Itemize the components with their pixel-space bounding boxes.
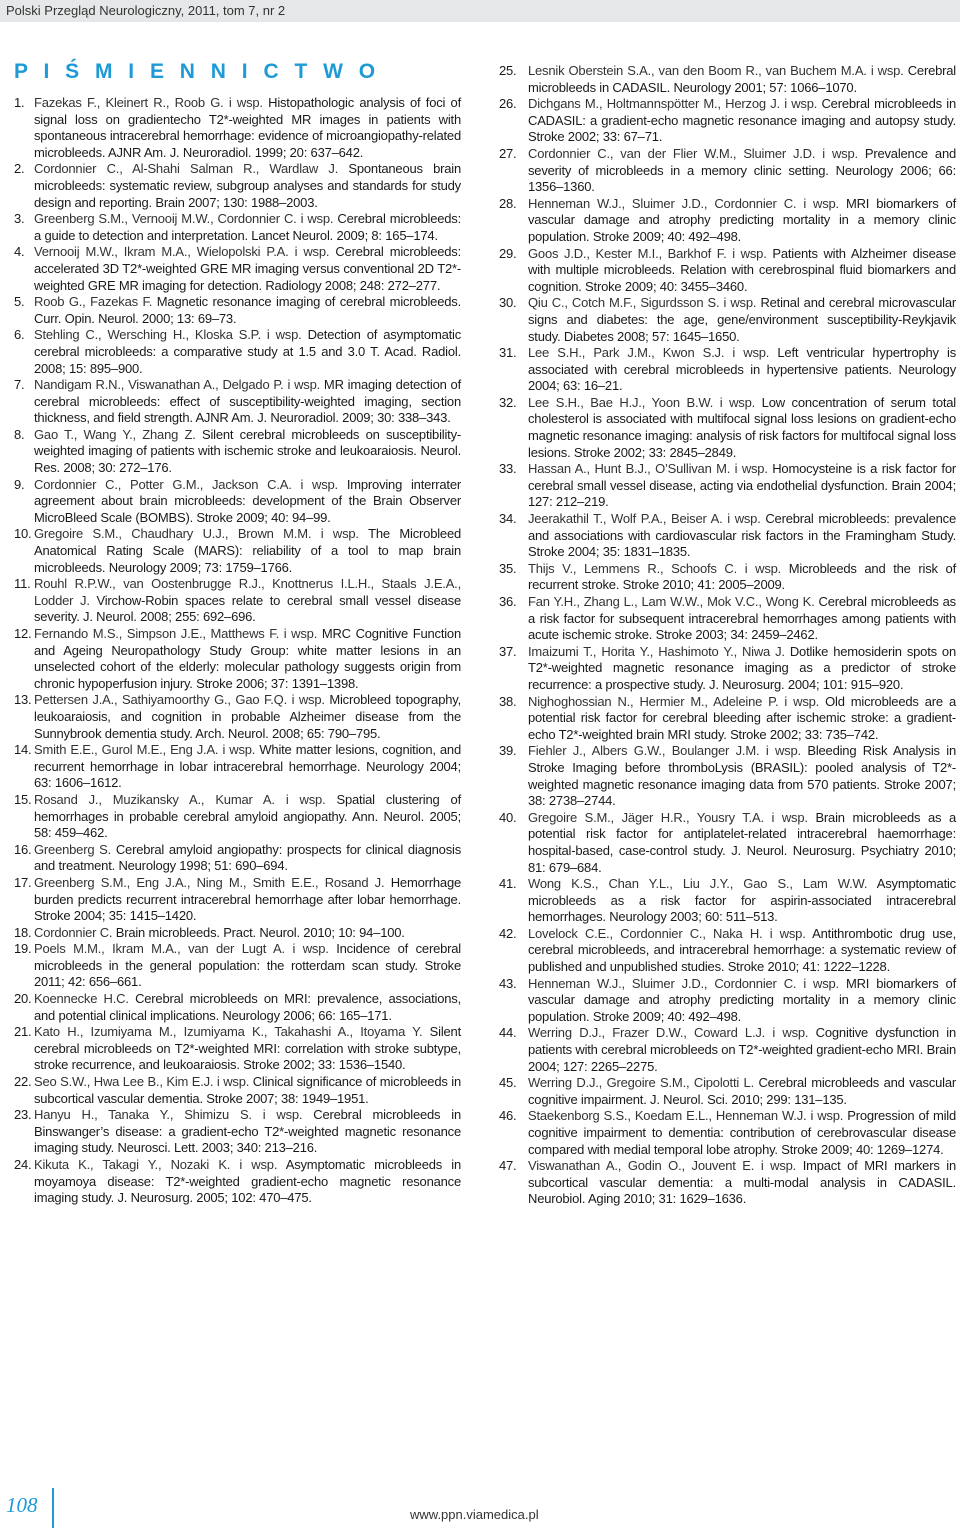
reference-item <box>14 576 461 626</box>
reference-item <box>499 926 956 976</box>
reference-item <box>499 644 956 694</box>
reference-item <box>14 477 461 527</box>
reference-authors: Lee S.H., Park J.M., Kwon S.J. i wsp. <box>528 345 770 361</box>
reference-number: 19. <box>14 941 32 957</box>
reference-number: 46. <box>499 1108 517 1124</box>
reference-item <box>499 1158 956 1208</box>
reference-text: Retinal and cerebral microvascular signs and diabetes: the age, gene/environment susceptibility-Reykjavik study. Diabetes 2008; 57: 1645–1650. <box>528 295 956 344</box>
reference-authors: Nighoghossian N., Hermier M., Adeleine P. i wsp. <box>528 693 820 709</box>
reference-item <box>499 511 956 561</box>
reference-authors: Hanyu H., Tanaka Y., Shimizu S. i wsp. <box>34 1107 303 1123</box>
reference-authors: Wong K.S., Chan Y.L., Liu J.Y., Gao S., Lam W.W. <box>528 876 868 892</box>
reference-item <box>14 526 461 576</box>
reference-authors: Goos J.D., Kester M.I., Barkhof F. i wsp. <box>528 245 767 261</box>
reference-number: 43. <box>499 975 517 991</box>
reference-number: 26. <box>499 96 517 112</box>
reference-authors: Werring D.J., Gregoire S.M., Cipolotti L. <box>528 1075 754 1091</box>
reference-text: Progression of mild cognitive impairment to dementia: contribution of cerebrovascular disease compared with medial temporal lobe atrophy. Stroke 2009; 40: 1269–1274. <box>528 1108 956 1157</box>
reference-text: Patients with Alzheimer disease with multiple microbleeds. Relation with cerebrospinal fluid biomarkers and cognition. Stroke 2009; 40: 3455–3460. <box>528 245 956 294</box>
reference-text: Cerebral microbleeds as a risk factor for subsequent intracerebral hemorrhages among patients with acute ischemic stroke. Stroke 2003; 34: 2459–2462. <box>528 594 956 643</box>
reference-item <box>14 427 461 477</box>
reference-number: 25. <box>499 63 517 78</box>
reference-item <box>499 694 956 744</box>
reference-text: Homocysteine is a risk factor for cerebral small vessel disease, acting via endothelial dysfunction. Brain 2004; 127: 212–219. <box>528 461 956 510</box>
reference-text: Cerebral amyloid angiopathy: prospects for clinical diagnosis and treatment. Neurology 1998; 51: 690–694. <box>34 841 461 874</box>
reference-item <box>499 876 956 926</box>
reference-authors: Smith E.E., Gurol M.E., Eng J.A. i wsp. <box>34 742 256 758</box>
page-number: 108 <box>6 1493 38 1517</box>
reference-number: 32. <box>499 394 517 410</box>
reference-number: 9. <box>14 476 25 492</box>
reference-text: Magnetic resonance imaging of cerebral microbleeds. Curr. Opin. Neurol. 2000; 13: 69–73. <box>34 294 461 326</box>
reference-text: Brain microbleeds as a potential risk factor for antiplatelet-related intracerebral haemorrhage: hospital-based, case-control study. J. Neurol. Neurosurg. Psychiatry 2010; 81: 679–684. <box>528 809 957 875</box>
reference-authors: Rosand J., Muzikansky A., Kumar A. i wsp. <box>34 791 326 807</box>
reference-authors: Rouhl R.P.W., van Oostenbrugge R.J., Knottnerus I.L.H., Staals J.E.A., Lodder J. <box>34 576 461 608</box>
reference-authors: Gregoire S.M., Chaudhary U.J., Brown M.M. i wsp. <box>34 526 359 542</box>
reference-text: Incidence of cerebral microbleeds in the general population: the rotterdam scan study. Stroke 2011; 42: 656–661. <box>34 941 461 990</box>
reference-item <box>499 146 956 196</box>
reference-text: Cerebral microbleeds: a guide to detection and interpretation. Lancet Neurol. 2009; 8: 165–174. <box>34 211 462 243</box>
reference-text: Low concentration of serum total cholesterol is associated with multifocal signal loss lesions on gradient-echo magnetic resonance imaging: analysis of risk factors for multifocal signal loss lesions. Stroke 2002; 33: 2845–2849. <box>528 394 956 460</box>
reference-item <box>499 295 956 345</box>
reference-number: 12. <box>14 626 32 641</box>
reference-item <box>499 246 956 296</box>
reference-text: Cognitive dysfunction in patients with cerebral microbleeds on T2*-weighted gradient-echo MRI. Brain 2004; 127: 2265–2275. <box>528 1025 956 1074</box>
reference-authors: Pettersen J.A., Sathiyamoorthy G., Gao F.Q. i wsp. <box>34 692 325 708</box>
reference-number: 17. <box>14 874 32 890</box>
reference-number: 42. <box>499 925 517 941</box>
reference-text: Silent cerebral microbleeds on susceptibility-weighted imaging of patients with ischemic stroke and leukoaraiosis. Neurol. Res. 2008; 30: 272–176. <box>34 426 461 476</box>
reference-number: 45. <box>499 1075 517 1091</box>
reference-authors: Thijs V., Lemmens R., Schoofs C. i wsp. <box>528 560 782 576</box>
reference-text: Clinical significance of microbleeds in subcortical vascular dementia. Stroke 2007; 38: 1949–1951. <box>34 1074 461 1106</box>
reference-number: 16. <box>14 841 32 857</box>
reference-authors: Seo S.W., Hwa Lee B., Kim E.J. i wsp. <box>34 1074 250 1090</box>
reference-authors: Greenberg S. <box>34 841 112 857</box>
reference-number: 35. <box>499 560 517 576</box>
reference-authors: Fan Y.H., Zhang L., Lam W.W., Mok V.C., Wong K. <box>528 594 815 609</box>
reference-number: 11. <box>14 576 31 592</box>
reference-number: 24. <box>14 1157 32 1172</box>
reference-text: Spatial clustering of hemorrhages in probable cerebral amyloid angiopathy. Ann. Neurol. 2005; 58: 459–462. <box>34 791 461 841</box>
reference-item <box>14 842 461 875</box>
reference-authors: Stehling C., Wersching H., Kloska S.P. i wsp. <box>34 327 302 343</box>
journal-header: Polski Przegląd Neurologiczny, 2011, tom 7, nr 2 <box>6 3 286 18</box>
reference-item <box>499 1075 956 1108</box>
reference-authors: Qiu C., Cotch M.F., Sigurdsson S. i wsp. <box>528 295 757 311</box>
reference-authors: Lovelock C.E., Cordonnier C., Naka H. i wsp. <box>528 925 806 941</box>
reference-item <box>14 1157 461 1207</box>
reference-authors: Greenberg S.M., Vernooij M.W., Cordonnier C. i wsp. <box>34 211 334 227</box>
reference-authors: Dichgans M., Holtmannspötter M., Herzog J. i wsp. <box>528 96 818 112</box>
reference-item <box>14 377 461 427</box>
reference-authors: Cordonnier C. <box>34 924 113 940</box>
reference-text: MRI biomarkers of vascular damage and atrophy predicting mortality in a memory clinic population. Stroke 2009; 40: 492–498. <box>528 195 956 244</box>
reference-item <box>499 63 956 96</box>
footer-divider <box>52 1488 54 1528</box>
reference-text: Detection of asymptomatic cerebral microbleeds: a comparative study at 1.5 and 3.0 T. Acad. Radiol. 2008; 15: 895–900. <box>34 327 461 376</box>
reference-number: 13. <box>14 692 32 708</box>
reference-authors: Vernooij M.W., Ikram M.A., Wielopolski P.A. i wsp. <box>34 244 330 260</box>
reference-item <box>499 594 956 644</box>
reference-text: Cerebral microbleeds: accelerated 3D T2*-weighted GRE MR imaging versus conventional 2D T2*-weighted GRE MR imaging for detection. Radiology 2008; 248: 272–277. <box>34 244 461 293</box>
reference-number: 33. <box>499 461 517 477</box>
reference-item <box>499 743 956 809</box>
reference-text: MR imaging detection of cerebral microbleeds: effect of susceptibility-weighted imaging, section thickness, and field strength. AJNR Am. J. Neuroradiol. 2009; 30: 338–343. <box>34 377 461 426</box>
reference-text: Asymptomatic microbleeds as a risk factor for aspirin-associated intracerebral hemorrhages. Neurology 2003; 60: 511–513. <box>528 876 956 925</box>
reference-item <box>14 991 461 1024</box>
reference-number: 4. <box>14 244 25 260</box>
reference-text: Bleeding Risk Analysis in Stroke Imaging before thromboLysis (BRASIL): pooled analysis of T2*-weighted magnetic resonance imaging data from 570 patients. Stroke 2007; 38: 2738–2744. <box>528 743 956 809</box>
reference-number: 5. <box>14 294 25 310</box>
reference-number: 23. <box>14 1107 32 1123</box>
reference-item <box>14 1024 461 1074</box>
reference-item <box>14 327 461 377</box>
reference-authors: Cordonnier C., Al-Shahi Salman R., Wardlaw J. <box>34 161 339 177</box>
reference-item <box>14 211 461 244</box>
reference-authors: Lesnik Oberstein S.A., van den Boom R., van Buchem M.A. i wsp. <box>528 63 904 78</box>
reference-text: Antithrombotic drug use, cerebral microbleeds, and intracerebral hemorrhage: a systematic review of published and unpublished studies. Stroke 2010; 41: 1222–1228. <box>528 925 956 975</box>
reference-number: 34. <box>499 511 517 527</box>
reference-number: 30. <box>499 295 517 311</box>
reference-text: White matter lesions, cognition, and recurrent hemorrhage in lobar intracerebral hemorrhage. Neurology 2004; 63: 1606–1612. <box>34 742 461 791</box>
reference-text: Impact of MRI markers in subcortical vascular dementia: a multi-modal analysis in CADASIL. Neurobiol. Aging 2010; 31: 1629–1636. <box>528 1158 956 1207</box>
reference-item <box>14 941 461 991</box>
reference-number: 2. <box>14 161 25 177</box>
reference-authors: Gregoire S.M., Jäger H.R., Yousry T.A. i wsp. <box>528 809 808 825</box>
reference-number: 21. <box>14 1024 32 1040</box>
reference-number: 10. <box>14 526 32 542</box>
reference-authors: Gao T., Wang Y., Zhang Z. <box>34 426 196 442</box>
reference-text: Cerebral microbleeds and vascular cognitive impairment. J. Neurol. Sci. 2010; 299: 131–135. <box>528 1075 956 1107</box>
reference-number: 37. <box>499 643 517 659</box>
reference-text: MRI biomarkers of vascular damage and atrophy predicting mortality in a memory clinic population. Stroke 2009; 40: 492–498. <box>528 975 956 1024</box>
reference-text: MRC Cognitive Function and Ageing Neuropathology Study Group: white matter lesions in an unselected cohort of the elderly: molecular pathology suggests origin from chronic hypoperfusion injury. Stroke 2006; 37: 1391–1398. <box>34 626 461 691</box>
reference-item <box>499 96 956 146</box>
reference-text: Dotlike hemosiderin spots on T2*-weighted magnetic resonance imaging as a predictor of stroke recurrence: a prospective study. J. Neurosurg. 2004; 101: 915–920. <box>528 643 956 692</box>
journal-url[interactable]: www.ppn.viamedica.pl <box>410 1507 539 1522</box>
reference-text: Brain microbleeds. Pract. Neurol. 2010; 10: 94–100. <box>112 924 405 940</box>
reference-item <box>499 196 956 246</box>
reference-number: 27. <box>499 145 517 161</box>
reference-text: Old microbleeds are a potential risk factor for cerebral bleeding after ischemic stroke: a gradient-echo T2*-weighted brain MRI study. Stroke 2002; 33: 735–742. <box>528 693 956 742</box>
reference-number: 36. <box>499 594 517 609</box>
reference-item <box>499 976 956 1026</box>
reference-authors: Koennecke H.C. <box>34 991 129 1007</box>
reference-text: Cerebral microbleeds in Binswanger’s disease: a gradient-echo T2*-weighted magnetic resonance imaging study. Neurosci. Lett. 2003; 340: 213–216. <box>34 1107 462 1156</box>
header-bar <box>0 0 960 22</box>
reference-authors: Imaizumi T., Horita Y., Hashimoto Y., Niwa J. <box>528 643 785 659</box>
reference-authors: Viswanathan A., Godin O., Jouvent E. i wsp. <box>528 1158 797 1174</box>
reference-text: Hemorrhage burden predicts recurrent intracerebral hemorrhage after lobar hemorrhage. Stroke 2004; 35: 1415–1420. <box>34 874 462 924</box>
reference-authors: Poels M.M., Ikram M.A., van der Lugt A. i wsp. <box>34 941 329 957</box>
reference-authors: Fernando M.S., Simpson J.E., Matthews F. i wsp. <box>34 626 318 641</box>
reference-item <box>499 395 956 461</box>
reference-number: 22. <box>14 1074 32 1090</box>
reference-item <box>14 692 461 742</box>
reference-number: 3. <box>14 211 25 227</box>
reference-number: 8. <box>14 426 25 442</box>
reference-number: 7. <box>14 377 25 393</box>
reference-item <box>14 1107 461 1157</box>
reference-item <box>499 461 956 511</box>
reference-item <box>14 792 461 842</box>
reference-authors: Werring D.J., Frazer D.W., Coward L.J. i wsp. <box>528 1025 809 1041</box>
reference-number: 31. <box>499 345 517 361</box>
reference-text: Cerebral microbleeds in CADASIL. Neurology 2001; 57: 1066–1070. <box>528 63 956 95</box>
reference-text: Virchow-Robin spaces relate to cerebral small vessel disease severity. J. Neurol. 2008; 255: 692–696. <box>34 592 461 625</box>
reference-number: 14. <box>14 742 32 758</box>
reference-item <box>14 925 461 942</box>
reference-authors: Henneman W.J., Sluimer J.D., Cordonnier C. i wsp. <box>528 975 839 991</box>
reference-number: 38. <box>499 693 517 709</box>
reference-item <box>499 810 956 876</box>
reference-authors: Cordonnier C., Potter G.M., Jackson C.A. i wsp. <box>34 476 338 492</box>
reference-authors: Fazekas F., Kleinert R., Roob G. i wsp. <box>34 95 263 110</box>
reference-number: 29. <box>499 245 517 261</box>
reference-text: Cerebral microbleeds: prevalence and associations with cardiovascular risk factors in the Framingham Study. Stroke 2004; 35: 1831–1835. <box>528 511 956 560</box>
reference-item <box>499 1025 956 1075</box>
reference-text: Microbleeds and the risk of recurrent stroke. Stroke 2010; 41: 2005–2009. <box>528 560 956 593</box>
reference-text: Microbleed topography, leukoaraiosis, and cognition in probable Alzheimer disease from the Sunnybrook dementia study. Arch. Neurol. 2008; 65: 790–795. <box>34 692 461 741</box>
reference-number: 1. <box>14 95 25 110</box>
reference-text: Prevalence and severity of microbleeds in a memory clinic setting. Neurology 2006; 66: 1356–1360. <box>528 145 957 195</box>
reference-text: Asymptomatic microbleeds in moyamoya disease: T2*-weighted gradient-echo magnetic resonance imaging study. J. Neurosurg. 2005; 102: 470–475. <box>34 1157 461 1206</box>
reference-authors: Hassan A., Hunt B.J., O’Sullivan M. i wsp. <box>528 461 768 477</box>
section-title: P I Ś M I E N N I C T W O <box>14 60 381 83</box>
reference-item <box>14 95 461 161</box>
reference-number: 41. <box>499 876 517 892</box>
reference-number: 40. <box>499 809 517 825</box>
reference-text: Improving interrater agreement about brain microbleeds: development of the Brain Observer MicroBleed Scale (BOMBS). Stroke 2009; 40: 94–99. <box>34 476 461 525</box>
reference-number: 28. <box>499 195 517 211</box>
reference-item <box>14 244 461 294</box>
reference-item <box>499 345 956 395</box>
reference-number: 6. <box>14 327 25 343</box>
reference-authors: Roob G., Fazekas F. <box>34 294 153 310</box>
right-reference-column <box>499 63 956 1208</box>
reference-item <box>14 742 461 792</box>
reference-number: 20. <box>14 991 32 1007</box>
reference-text: Left ventricular hypertrophy is associated with cerebral microbleeds in hypertensive patients. Neurology 2004; 63: 16–21. <box>528 345 956 394</box>
reference-item <box>14 161 461 211</box>
reference-authors: Kato H., Izumiyama M., Izumiyama K., Takahashi A., Itoyama Y. <box>34 1024 423 1040</box>
reference-authors: Staekenborg S.S., Koedam E.L., Henneman W.J. i wsp. <box>528 1108 844 1124</box>
reference-text: Histopathologic analysis of foci of signal loss on gradientecho T2*-weighted MR images in patients with spontaneous intracerebral hemorrhage: evidence of microangiopathy-related microbleeds. AJNR Am. J. Neuroradiol. 1999; 20: 637–642. <box>34 95 461 160</box>
reference-item <box>499 561 956 594</box>
reference-number: 15. <box>14 791 32 807</box>
reference-number: 44. <box>499 1025 517 1041</box>
reference-item <box>14 875 461 925</box>
reference-number: 18. <box>14 924 32 940</box>
reference-authors: Kikuta K., Takagi Y., Nozaki K. i wsp. <box>34 1157 278 1172</box>
reference-authors: Fiehler J., Albers G.W., Boulanger J.M. i wsp. <box>528 743 801 759</box>
reference-text: Cerebral microbleeds in CADASIL: a gradient-echo magnetic resonance imaging and autopsy study. Stroke 2002; 33: 67–71. <box>528 96 956 145</box>
reference-text: Silent cerebral microbleeds on T2*-weighted MRI: correlation with stroke subtype, stroke recurrence, and leukoaraiosis. Stroke 2002; 33: 1536–1540. <box>34 1024 461 1073</box>
reference-item <box>14 1074 461 1107</box>
reference-authors: Nandigam R.N., Viswanathan A., Delgado P. i wsp. <box>34 377 321 393</box>
reference-item <box>14 294 461 327</box>
reference-text: The Microbleed Anatomical Rating Scale (MARS): reliability of a tool to map brain microbleeds. Neurology 2009; 73: 1759–1766. <box>34 526 462 575</box>
reference-authors: Cordonnier C., van der Flier W.M., Sluimer J.D. i wsp. <box>528 145 858 161</box>
reference-text: Spontaneous brain microbleeds: systematic review, subgroup analyses and standards for study design and reporting. Brain 2007; 130: 1988–2003. <box>34 161 461 210</box>
left-reference-column <box>14 95 461 1207</box>
reference-item <box>14 626 461 692</box>
reference-authors: Lee S.H., Bae H.J., Yoon B.W. i wsp. <box>528 394 756 410</box>
reference-item <box>499 1108 956 1158</box>
reference-authors: Jeerakathil T., Wolf P.A., Beiser A. i wsp. <box>528 511 761 527</box>
reference-number: 47. <box>499 1158 517 1174</box>
reference-text: Cerebral microbleeds on MRI: prevalence, associations, and potential clinical implications. Neurology 2006; 66: 165–171. <box>34 991 461 1023</box>
reference-number: 39. <box>499 743 517 759</box>
reference-authors: Greenberg S.M., Eng J.A., Ning M., Smith E.E., Rosand J. <box>34 874 385 890</box>
reference-authors: Henneman W.J., Sluimer J.D., Cordonnier C. i wsp. <box>528 195 839 211</box>
